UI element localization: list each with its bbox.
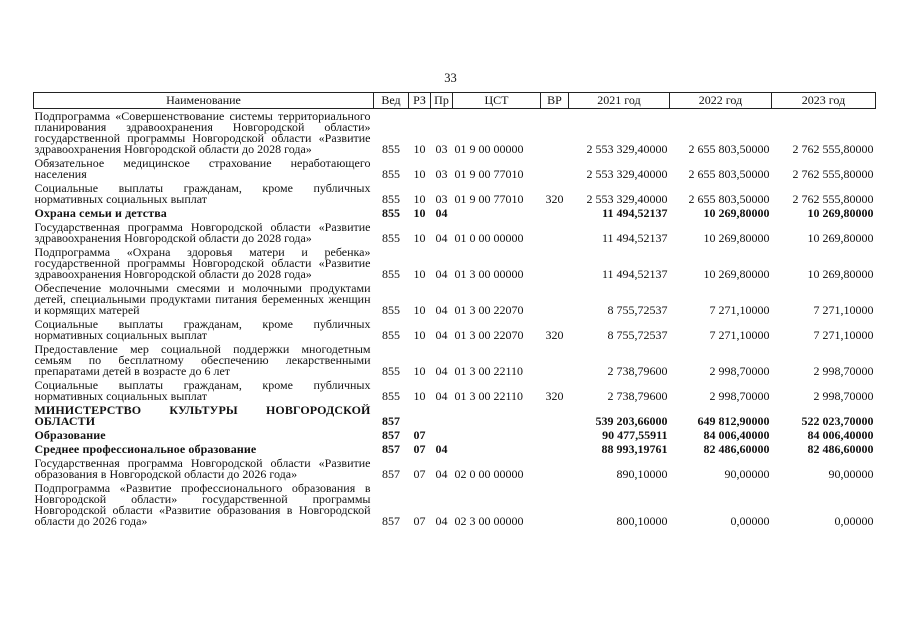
cell-cst: 01 3 00 22110 — [454, 364, 524, 378]
cell-cst — [453, 442, 541, 456]
header-cst: ЦСТ — [453, 93, 541, 109]
cell-2022: 2 655 803,50000 — [688, 142, 770, 156]
cell-2021: 11 494,52137 — [602, 206, 668, 220]
cell-cst: 01 3 00 22070 — [454, 328, 524, 342]
cell-name: Социальные выплаты гражданам, кроме публичных нормативных социальных выплат — [34, 317, 371, 342]
cell-ved: 857 — [382, 428, 400, 442]
table-row — [34, 156, 876, 181]
cell-pr: 04 — [435, 328, 448, 342]
cell-rz: 10 — [413, 167, 426, 181]
cell-cst — [453, 428, 541, 442]
cell-2022: 2 998,70000 — [709, 364, 770, 378]
cell-ved: 855 — [382, 192, 400, 206]
header-ved: Вед — [374, 93, 409, 109]
cell-pr: 03 — [435, 192, 448, 206]
cell-2023: 2 762 555,80000 — [792, 142, 874, 156]
cell-rz: 10 — [413, 142, 426, 156]
cell-2021: 2 553 329,40000 — [586, 142, 668, 156]
table-row — [34, 317, 876, 342]
cell-name: МИНИСТЕРСТВО КУЛЬТУРЫ НОВГОРОДСКОЙ ОБЛАСТИ — [34, 403, 371, 428]
cell-2023: 90,00000 — [828, 467, 874, 481]
cell-cst — [453, 403, 541, 428]
cell-rz: 07 — [413, 514, 426, 528]
cell-2023: 0,00000 — [834, 514, 874, 528]
cell-2022: 10 269,80000 — [703, 231, 770, 245]
cell-2021: 800,10000 — [616, 514, 668, 528]
cell-ved: 855 — [382, 206, 400, 220]
cell-name: Обеспечение молочными смесями и молочными продуктами детей, специальными продуктами питания беременных женщин и кормящих матерей — [34, 281, 371, 317]
cell-name: Государственная программа Новгородской области «Развитие образования в Новгородской области до 2026 года» — [34, 456, 371, 481]
cell-pr: 04 — [435, 303, 448, 317]
cell-pr: 04 — [435, 514, 448, 528]
cell-2021: 2 738,79600 — [607, 364, 668, 378]
table-row — [34, 403, 876, 428]
header-2021: 2021 год — [569, 93, 670, 109]
cell-2023: 7 271,10000 — [813, 303, 874, 317]
cell-name: Образование — [34, 428, 106, 442]
cell-2022: 7 271,10000 — [709, 328, 770, 342]
cell-2021: 2 553 329,40000 — [586, 192, 668, 206]
cell-rz: 10 — [413, 389, 426, 403]
cell-2023: 84 006,40000 — [807, 428, 874, 442]
cell-vr — [541, 481, 569, 528]
cell-ved: 857 — [382, 514, 400, 528]
table-row — [34, 428, 876, 442]
cell-2023: 82 486,60000 — [807, 442, 874, 456]
cell-ved: 857 — [382, 467, 400, 481]
cell-rz — [409, 403, 431, 428]
cell-pr: 04 — [435, 389, 448, 403]
cell-pr: 04 — [435, 206, 448, 220]
cell-2023: 2 762 555,80000 — [792, 167, 874, 181]
cell-pr: 04 — [435, 442, 448, 456]
cell-vr — [541, 206, 569, 220]
cell-ved: 855 — [382, 364, 400, 378]
cell-name: Социальные выплаты гражданам, кроме публичных нормативных социальных выплат — [34, 378, 371, 403]
cell-pr — [431, 403, 453, 428]
cell-pr — [431, 428, 453, 442]
cell-rz: 10 — [413, 192, 426, 206]
table-row — [34, 378, 876, 403]
cell-name: Государственная программа Новгородской области «Развитие здравоохранения Новгородской области до 2028 года» — [34, 220, 371, 245]
table-row — [34, 109, 876, 157]
cell-2023: 2 998,70000 — [813, 364, 874, 378]
cell-rz: 10 — [413, 231, 426, 245]
header-name: Наименование — [34, 93, 374, 109]
cell-rz: 10 — [413, 364, 426, 378]
cell-ved: 855 — [382, 303, 400, 317]
cell-vr — [541, 156, 569, 181]
cell-name: Предоставление мер социальной поддержки многодетным семьям по бесплатному обеспечению лекарственными препаратами детей в возрасте до 6 лет — [34, 342, 371, 378]
table-row — [34, 206, 876, 220]
budget-table — [33, 92, 876, 528]
cell-2021: 11 494,52137 — [601, 267, 668, 281]
header-rz: РЗ — [409, 93, 431, 109]
cell-vr — [541, 456, 569, 481]
cell-2022: 10 269,80000 — [703, 267, 770, 281]
cell-cst: 01 3 00 22110 — [454, 389, 524, 403]
cell-pr: 04 — [435, 364, 448, 378]
cell-rz: 10 — [413, 328, 426, 342]
table-header — [34, 93, 876, 109]
table-row — [34, 181, 876, 206]
cell-name: Обязательное медицинское страхование неработающего населения — [34, 156, 371, 181]
cell-2023: 10 269,80000 — [807, 231, 874, 245]
cell-2021: 539 203,66000 — [595, 414, 668, 428]
cell-2021: 890,10000 — [616, 467, 668, 481]
table-row — [34, 245, 876, 281]
cell-name: Подпрограмма «Охрана здоровья матери и ребенка» государственной программы Новгородской области «Развитие здравоохранения Новгородской области до 2028 года» — [34, 245, 371, 281]
cell-2023: 10 269,80000 — [807, 206, 874, 220]
cell-2021: 8 755,72537 — [607, 328, 668, 342]
header-2022: 2022 год — [670, 93, 772, 109]
cell-ved: 857 — [382, 414, 400, 428]
cell-vr: 320 — [545, 389, 564, 403]
cell-vr — [541, 220, 569, 245]
cell-2022: 7 271,10000 — [709, 303, 770, 317]
cell-2021: 11 494,52137 — [601, 231, 668, 245]
cell-pr: 03 — [435, 167, 448, 181]
cell-ved: 855 — [382, 231, 400, 245]
cell-ved: 855 — [382, 167, 400, 181]
cell-2022: 2 655 803,50000 — [688, 167, 770, 181]
header-vr: ВР — [541, 93, 569, 109]
cell-pr: 04 — [435, 267, 448, 281]
cell-ved: 855 — [382, 267, 400, 281]
table-row — [34, 342, 876, 378]
header-row — [34, 93, 876, 109]
table-row — [34, 442, 876, 456]
cell-2021: 2 553 329,40000 — [586, 167, 668, 181]
cell-vr: 320 — [545, 192, 564, 206]
cell-name: Подпрограмма «Совершенствование системы территориального планирования здравоохранения Новгородской области» государственной программы Новгородской области «Развитие здравоохранения Новгородской области до 2028 года» — [34, 109, 371, 156]
cell-2023: 2 998,70000 — [813, 389, 874, 403]
cell-2021: 2 738,79600 — [607, 389, 668, 403]
cell-2021: 8 755,72537 — [607, 303, 668, 317]
cell-2023: 7 271,10000 — [813, 328, 874, 342]
table-row — [34, 456, 876, 481]
cell-ved: 857 — [382, 442, 400, 456]
cell-cst: 01 3 00 00000 — [454, 267, 524, 281]
cell-2022: 90,00000 — [724, 467, 770, 481]
cell-vr — [541, 281, 569, 317]
header-2023: 2023 год — [772, 93, 876, 109]
header-pr: Пр — [431, 93, 453, 109]
cell-vr — [541, 342, 569, 378]
cell-2021: 90 477,55911 — [602, 428, 668, 442]
cell-2022: 82 486,60000 — [703, 442, 770, 456]
cell-2023: 10 269,80000 — [807, 267, 874, 281]
cell-name: Среднее профессиональное образование — [34, 442, 257, 456]
cell-2023: 522 023,70000 — [801, 414, 874, 428]
table-body — [34, 109, 876, 529]
cell-cst: 02 3 00 00000 — [454, 514, 524, 528]
cell-2023: 2 762 555,80000 — [792, 192, 874, 206]
cell-vr: 320 — [545, 328, 564, 342]
cell-rz: 10 — [413, 206, 426, 220]
cell-name: Подпрограмма «Развитие профессионального образования в Новгородской области» государственной программы Новгородской области «Развитие образования в Новгородской области до 2026 года» — [34, 481, 371, 528]
cell-rz: 07 — [413, 428, 426, 442]
cell-2022: 2 998,70000 — [709, 389, 770, 403]
cell-vr — [541, 109, 569, 157]
cell-pr: 04 — [435, 467, 448, 481]
table-row — [34, 281, 876, 317]
cell-vr — [541, 403, 569, 428]
cell-cst: 01 9 00 77010 — [454, 192, 524, 206]
cell-cst — [453, 206, 541, 220]
table-row — [34, 220, 876, 245]
cell-2022: 10 269,80000 — [703, 206, 770, 220]
cell-cst: 01 9 00 00000 — [454, 142, 524, 156]
cell-ved: 855 — [382, 328, 400, 342]
cell-name: Охрана семьи и детства — [34, 206, 167, 220]
cell-pr: 03 — [435, 142, 448, 156]
cell-pr: 04 — [435, 231, 448, 245]
cell-vr — [541, 442, 569, 456]
cell-vr — [541, 428, 569, 442]
table-row — [34, 481, 876, 528]
cell-rz: 10 — [413, 303, 426, 317]
cell-cst: 02 0 00 00000 — [454, 467, 524, 481]
cell-name: Социальные выплаты гражданам, кроме публичных нормативных социальных выплат — [34, 181, 371, 206]
cell-2022: 649 812,90000 — [697, 414, 770, 428]
cell-rz: 07 — [413, 442, 426, 456]
cell-cst: 01 9 00 77010 — [454, 167, 524, 181]
page-number: 33 — [444, 71, 457, 85]
cell-2022: 84 006,40000 — [703, 428, 770, 442]
cell-cst: 01 3 00 22070 — [454, 303, 524, 317]
cell-vr — [541, 245, 569, 281]
cell-2022: 2 655 803,50000 — [688, 192, 770, 206]
cell-2021: 88 993,19761 — [601, 442, 668, 456]
cell-rz: 07 — [413, 467, 426, 481]
cell-ved: 855 — [382, 142, 400, 156]
cell-2022: 0,00000 — [730, 514, 770, 528]
cell-cst: 01 0 00 00000 — [454, 231, 524, 245]
cell-ved: 855 — [382, 389, 400, 403]
cell-rz: 10 — [413, 267, 426, 281]
